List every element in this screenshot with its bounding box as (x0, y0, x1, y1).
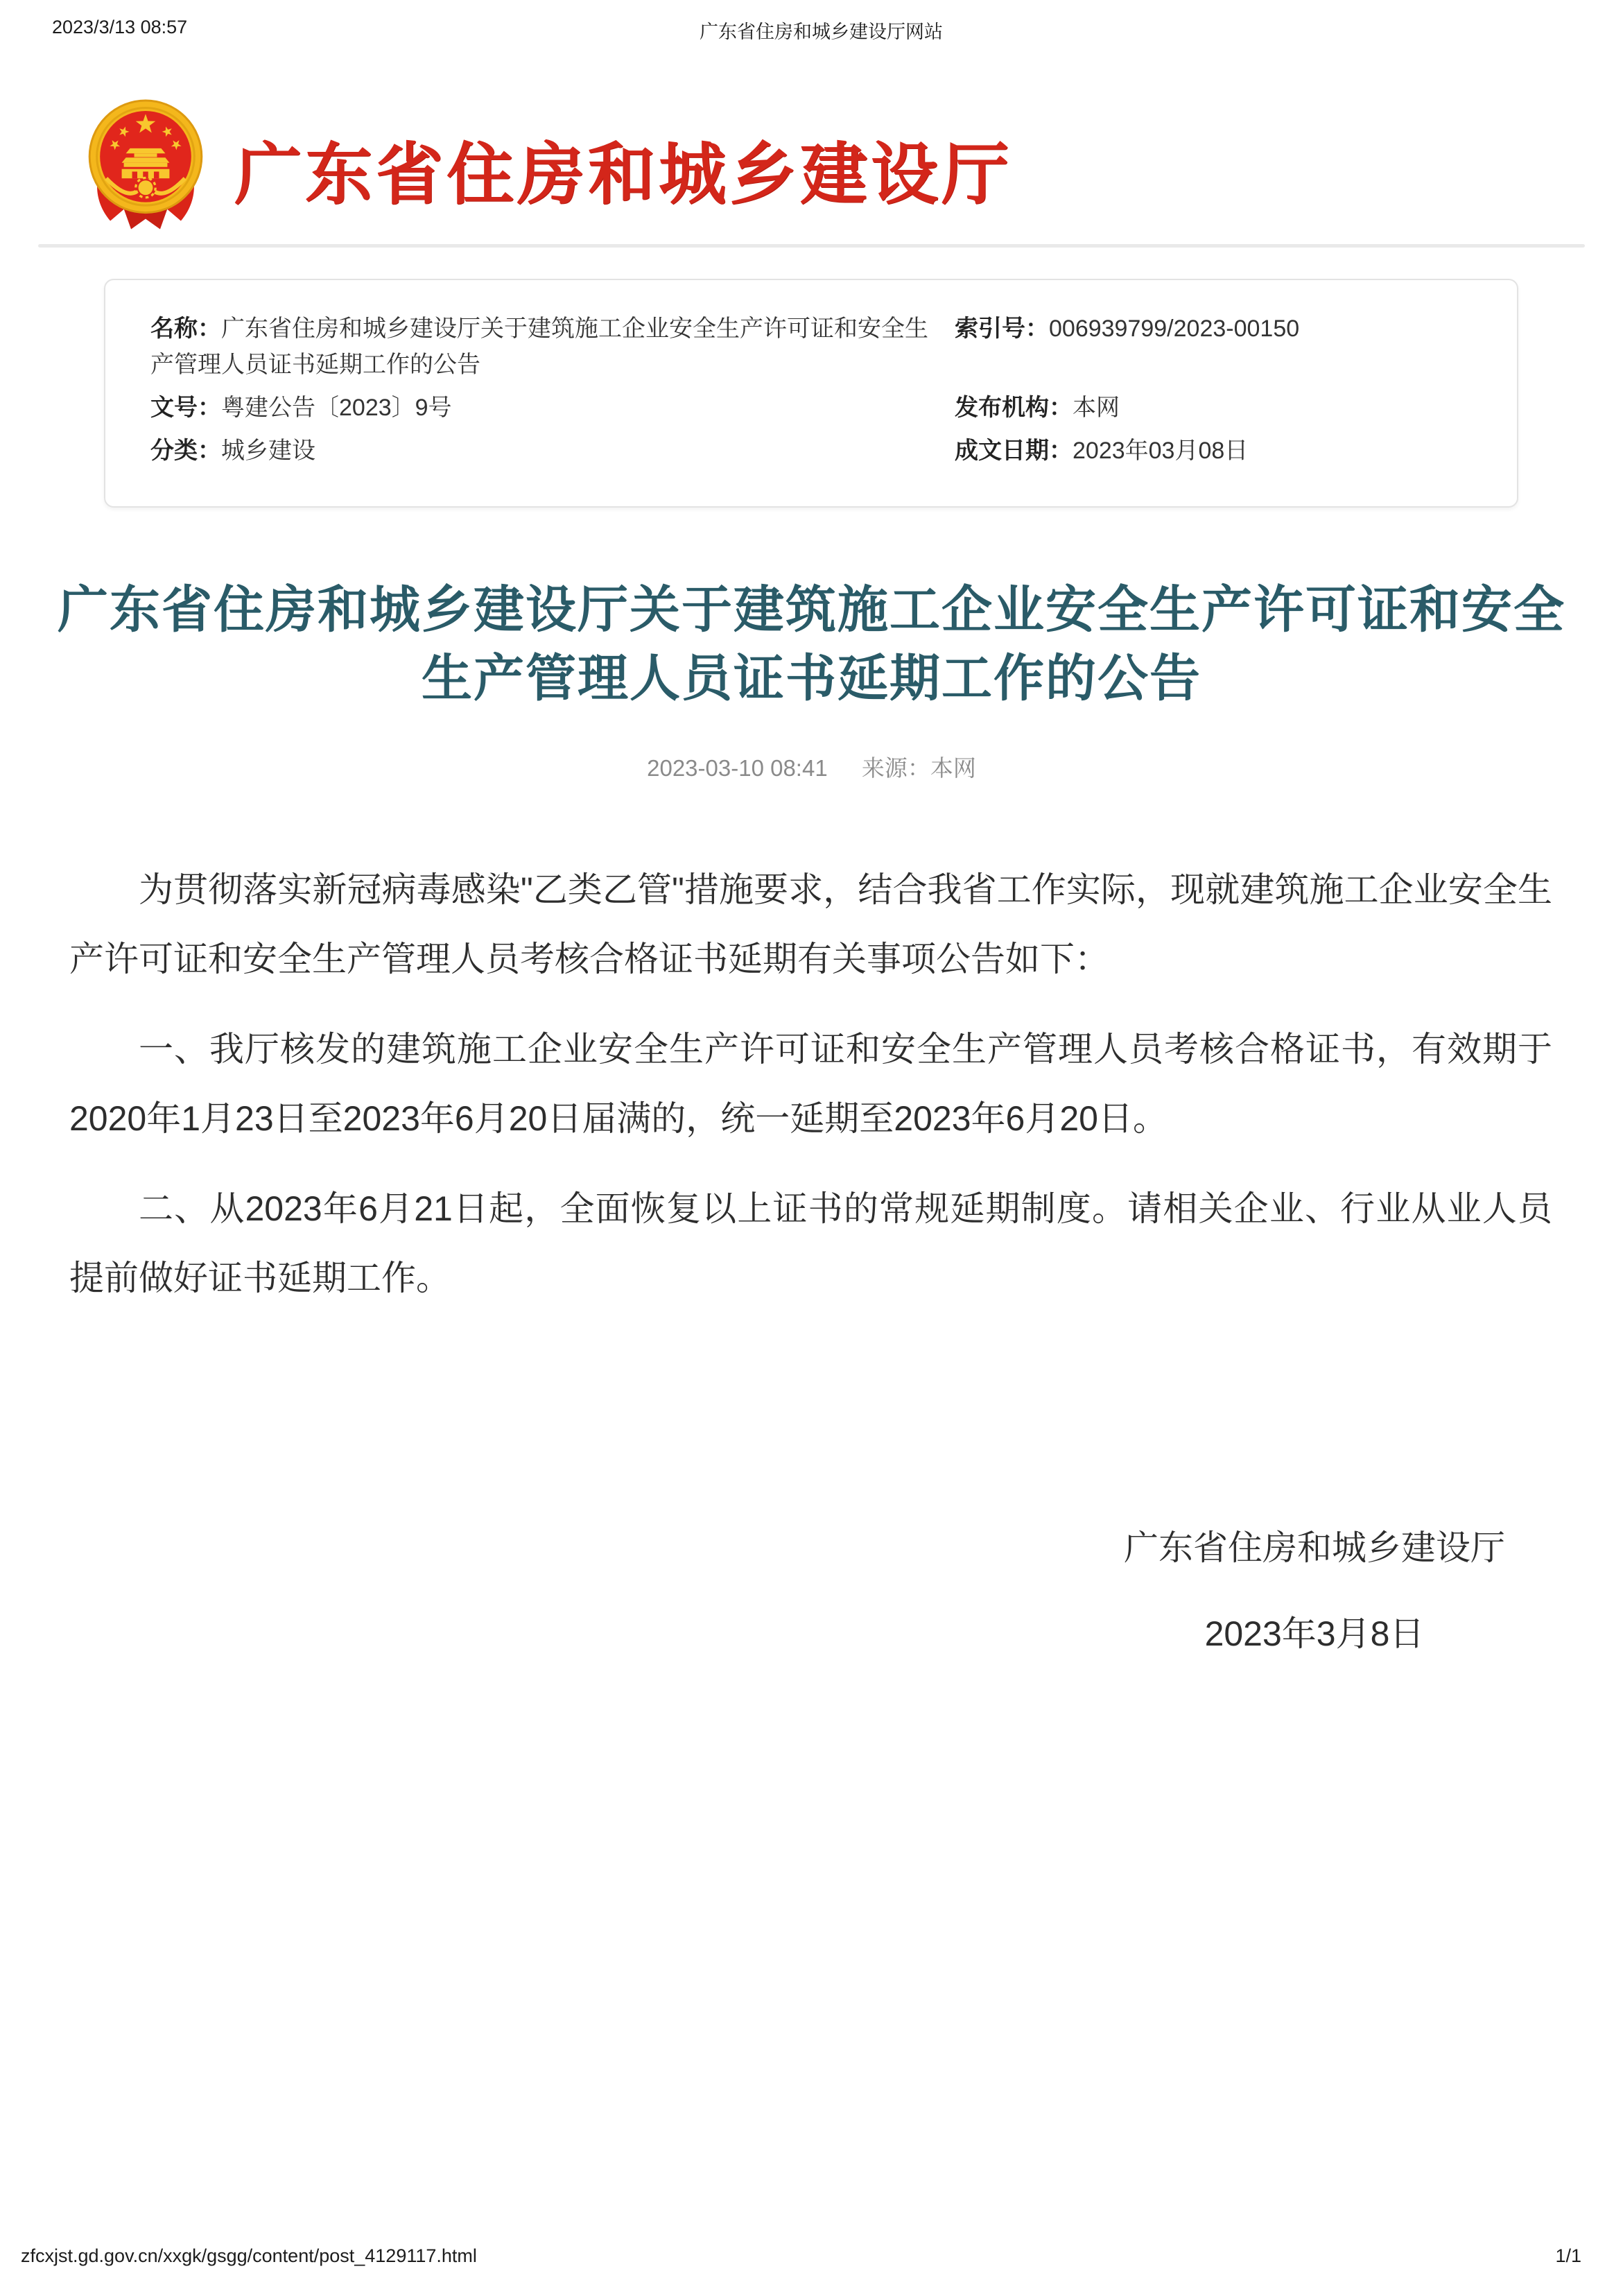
field-category-label: 分类： (150, 438, 221, 464)
footer-url: zfcxjst.gd.gov.cn/xxgk/gsgg/content/post_4129117.html (21, 2245, 477, 2266)
print-site-title: 广东省住房和城乡建设厅网站 (700, 21, 944, 42)
field-written-date-value: 2023年03月08日 (1073, 438, 1249, 464)
paragraph: 为贯彻落实新冠病毒感染"乙类乙管"措施要求，结合我省工作实际，现就建筑施工企业安全生产许可证和安全生产管理人员考核合格证书延期有关事项公告如下： (69, 870, 1552, 978)
paragraph: 二、从2023年6月21日起，全面恢复以上证书的常规延期制度。请相关企业、行业从业人员提前做好证书延期工作。 (69, 1189, 1552, 1297)
article-meta (0, 750, 1623, 783)
field-doc-number-label: 文号： (150, 395, 221, 421)
national-emblem-icon (83, 96, 208, 240)
signature-org: 广东省住房和城乡建设厅 (1124, 1528, 1505, 1567)
document-info-card (104, 279, 1518, 508)
field-doc-number-value: 粤建公告〔2023〕9号 (221, 395, 452, 421)
paragraph: 一、我厅核发的建筑施工企业安全生产许可证和安全生产管理人员考核合格证书，有效期于2020年1月23日至2023年6月20日届满的，统一延期至2023年6月20日。 (69, 1030, 1552, 1138)
article-publish-datetime: 2023-03-10 08:41 (647, 755, 828, 781)
field-index-value: 006939799/2023-00150 (1049, 316, 1300, 342)
field-name-value: 广东省住房和城乡建设厅关于建筑施工企业安全生产许可证和安全生产管理人员证书延期工作的公告 (150, 316, 928, 378)
field-name-label: 名称： (150, 316, 221, 342)
field-category-value: 城乡建设 (221, 438, 315, 464)
field-name (150, 311, 955, 383)
field-category (150, 433, 955, 469)
field-index (955, 311, 1475, 383)
field-publisher-label: 发布机构： (955, 395, 1073, 421)
article-source: 来源：本网 (861, 755, 976, 781)
article-body (69, 855, 1552, 1333)
print-datetime: 2023/3/13 08:57 (52, 17, 188, 37)
field-publisher-value: 本网 (1073, 395, 1120, 421)
signature-block (1106, 1513, 1522, 1668)
field-written-date-label: 成文日期： (955, 438, 1073, 464)
field-index-label: 索引号： (955, 316, 1049, 342)
footer-page-indicator: 1/1 (1555, 2245, 1581, 2266)
site-org-title: 广东省住房和城乡建设厅 (234, 136, 1012, 212)
signature-date: 2023年3月8日 (1204, 1614, 1425, 1653)
site-header-banner (83, 97, 1012, 239)
article-title: 广东省住房和城乡建设厅关于建筑施工企业安全生产许可证和安全生产管理人员证书延期工作的公告 (58, 582, 1565, 707)
header-divider (38, 244, 1585, 248)
field-written-date (955, 433, 1475, 469)
field-doc-number (150, 390, 955, 426)
field-publisher (955, 390, 1475, 426)
print-header (0, 17, 1623, 42)
print-footer (21, 2245, 1581, 2270)
